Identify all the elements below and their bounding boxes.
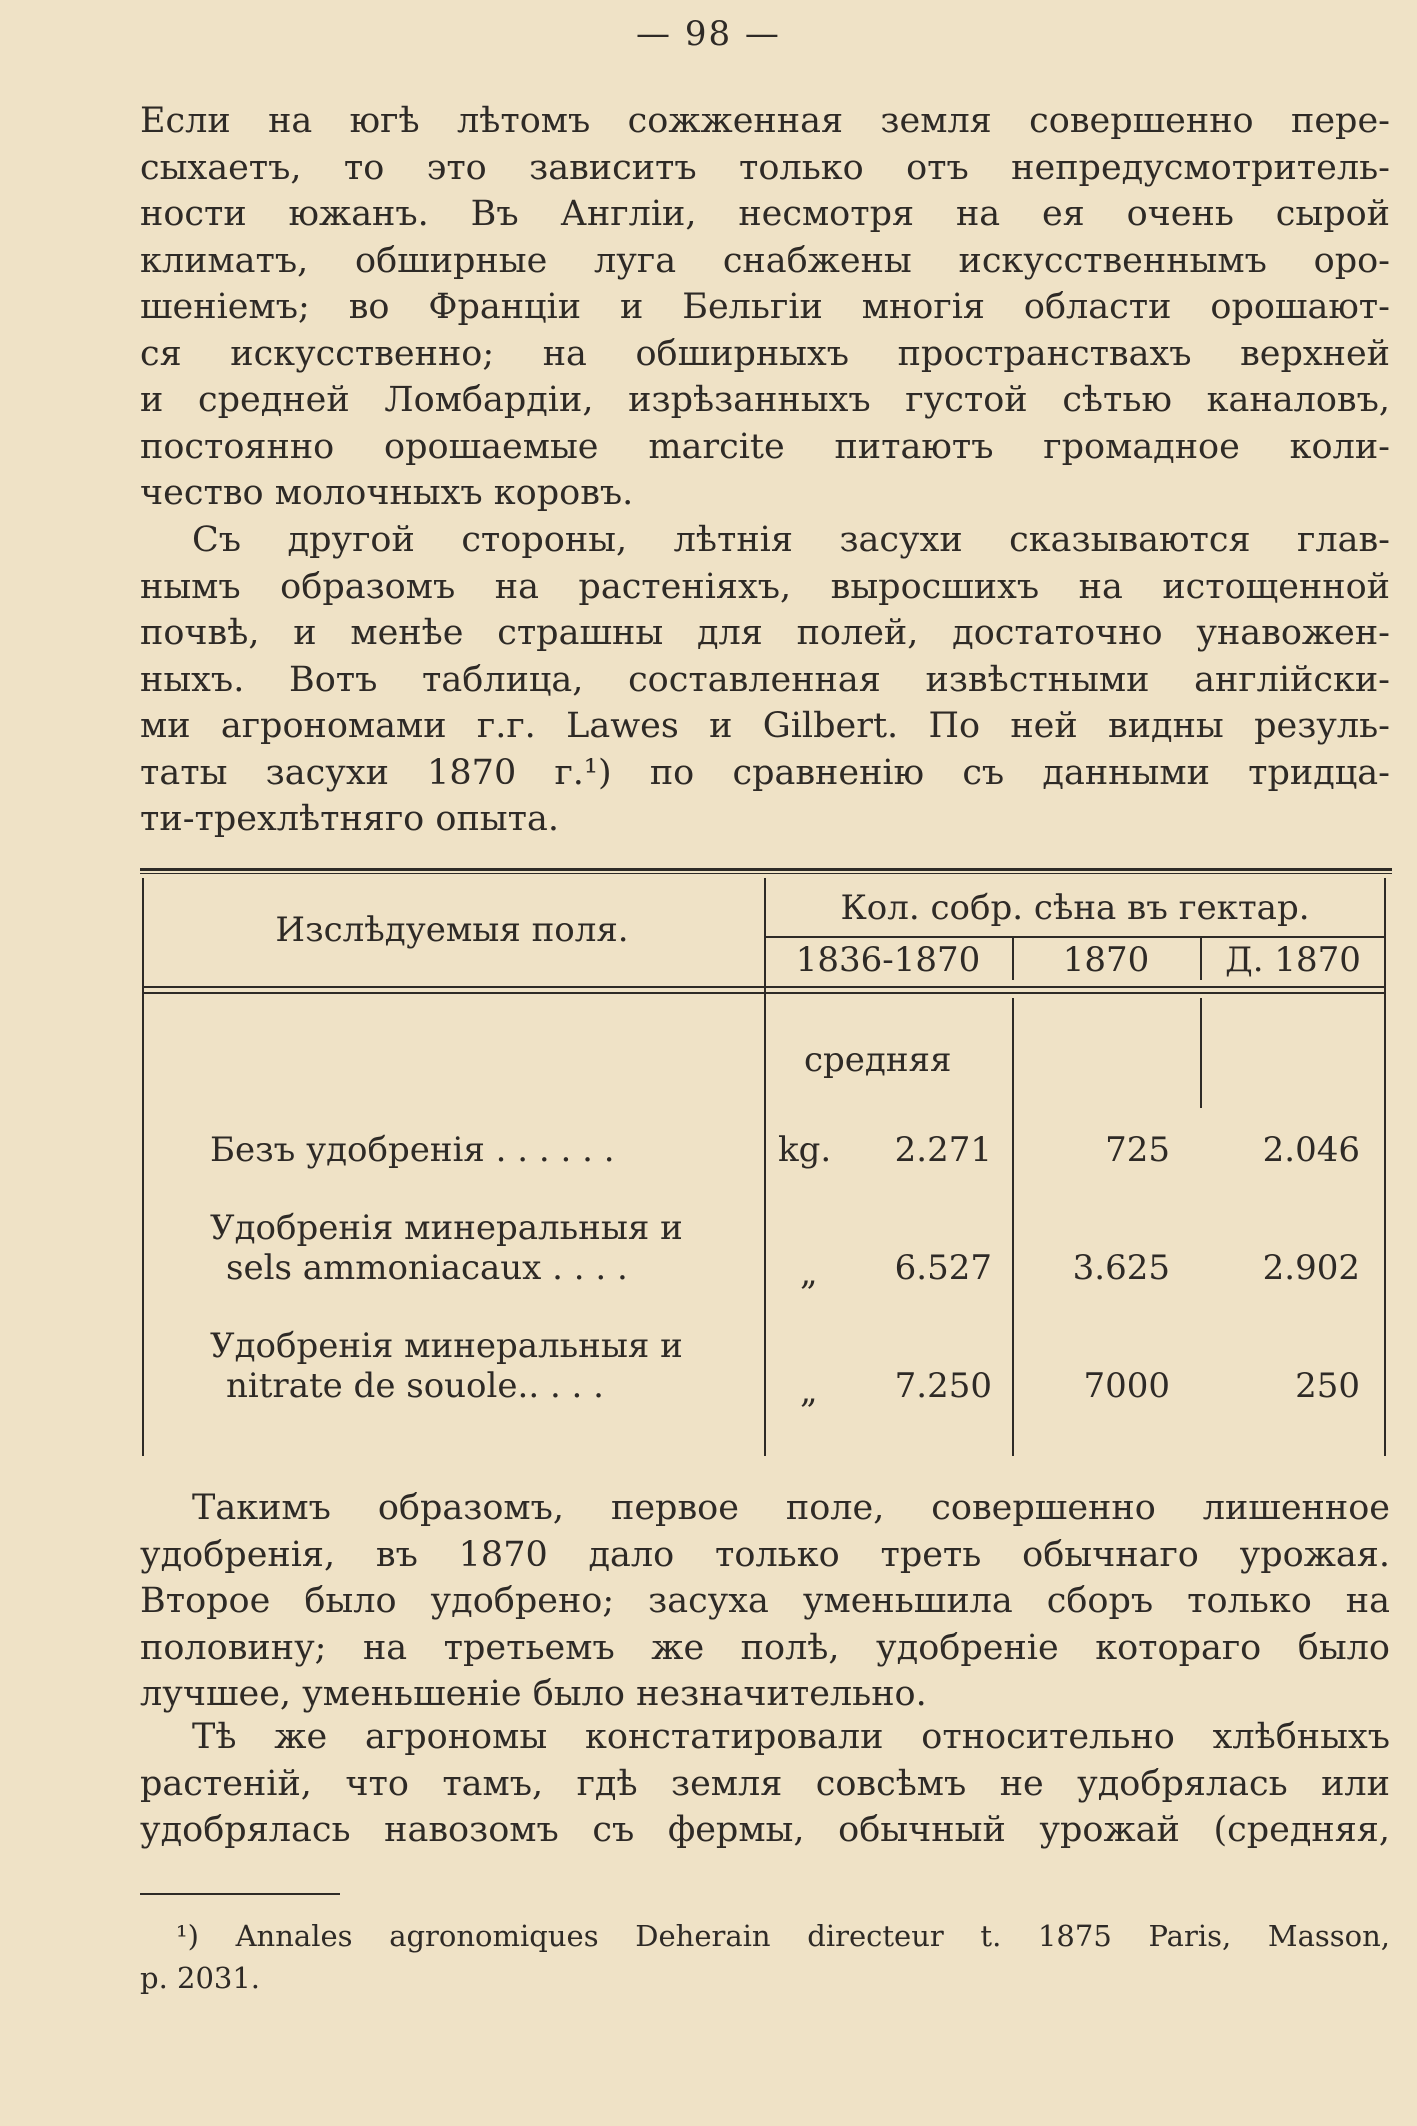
row-label: Удобренія минеральныя и: [210, 1208, 683, 1248]
page-number: — 98 —: [636, 14, 781, 54]
value-diff: 250: [1295, 1366, 1360, 1406]
text-line: ности южанъ. Въ Англіи, несмотря на ея очень сырой: [140, 194, 1390, 234]
subheader-average: средняя: [804, 1040, 952, 1080]
column-header: Д. 1870: [1225, 940, 1361, 980]
table-top-rule: [140, 868, 1392, 874]
paragraph-2: [140, 517, 1390, 843]
row-label: Удобренія минеральныя и: [210, 1326, 683, 1366]
text-line: и средней Ломбардіи, изрѣзанныхъ густой сѣтью каналовъ,: [140, 380, 1390, 420]
value-avg: 2.271: [894, 1130, 992, 1170]
text-line: Тѣ же агрономы констатировали относительно хлѣбныхъ: [192, 1717, 1390, 1757]
text-line: удобренія, въ 1870 дало только треть обычнаго урожая.: [140, 1534, 1390, 1575]
text-line: ныхъ. Вотъ таблица, составленная извѣстными англійски-: [140, 659, 1390, 700]
text-line: ся искусственно; на обширныхъ пространствахъ верхней: [140, 333, 1390, 374]
paragraph-1: [140, 98, 1390, 517]
row-label: Безъ удобренія . . . . . .: [210, 1130, 615, 1170]
value-diff: 2.046: [1262, 1130, 1360, 1170]
text-line: сыхаетъ, то это зависитъ только отъ непредусмотритель-: [140, 147, 1390, 188]
text-line: чество молочныхъ коровъ.: [140, 473, 634, 513]
value-avg: 6.527: [894, 1248, 992, 1288]
value-1870: 7000: [1083, 1366, 1170, 1406]
footnote-rule: [140, 1893, 340, 1895]
text-line: половину; на третьемъ же полѣ, удобреніе котораго было: [140, 1627, 1390, 1668]
text-line: постоянно орошаемые marcite питаютъ громадное коли-: [140, 426, 1390, 467]
text-line: почвѣ, и менѣе страшны для полей, достаточно унавожен-: [140, 613, 1390, 653]
text-line: лучшее, уменьшеніе было незначительно.: [140, 1674, 927, 1714]
text-line: ти-трехлѣтняго опыта.: [140, 799, 559, 839]
text-line: ми агрономами г.г. Lawes и Gilbert. По ней видны резуль-: [140, 706, 1390, 746]
footnote: [140, 1915, 1390, 1999]
row-label: nitrate de souole.. . . .: [226, 1366, 604, 1406]
header-group: Кол. собр. сѣна въ гектар.: [840, 888, 1310, 928]
footnote-line: p. 2031.: [140, 1961, 261, 1995]
table-divider: [1200, 998, 1202, 1108]
text-line: Такимъ образомъ, первое поле, совершенно лишенное: [192, 1488, 1390, 1528]
text-line: шеніемъ; во Франціи и Бельгіи многія области орошают-: [140, 287, 1390, 327]
table-group-rule: [764, 936, 1386, 938]
text-line: Второе было удобрено; засуха уменьшила сборъ только на: [140, 1581, 1390, 1621]
text-line: таты засухи 1870 г.¹) по сравненію съ данными тридца-: [140, 752, 1390, 793]
table-left-border: [142, 878, 144, 1456]
unit: „: [800, 1371, 818, 1411]
text-line: удобрялась навозомъ съ фермы, обычный урожай (средняя,: [140, 1810, 1390, 1850]
value-avg: 7.250: [894, 1366, 992, 1406]
paragraph-4: [140, 1714, 1390, 1854]
text-line: Съ другой стороны, лѣтнія засухи сказываются глав-: [192, 520, 1390, 560]
footnote-line: ¹) Annales agronomiques Deherain directeur t. 1875 Paris, Masson,: [176, 1919, 1390, 1953]
value-1870: 3.625: [1072, 1248, 1170, 1288]
text-line: климатъ, обширные луга снабжены искусственнымъ оро-: [140, 240, 1390, 281]
drought-yield-table: [140, 868, 1392, 1453]
text-line: растеній, что тамъ, гдѣ земля совсѣмъ не удобрялась или: [140, 1763, 1390, 1804]
text-line: Если на югѣ лѣтомъ сожженная земля совершенно пере-: [140, 101, 1390, 141]
table-header-rule: [142, 986, 1386, 988]
unit: „: [800, 1253, 818, 1293]
row-label: sels ammoniacaux . . . .: [226, 1248, 628, 1288]
unit: kg.: [778, 1130, 832, 1170]
column-header: 1836-1870: [795, 940, 981, 980]
text-line: нымъ образомъ на растеніяхъ, выросшихъ на истощенной: [140, 566, 1390, 607]
table-header-rule: [142, 992, 1386, 994]
value-diff: 2.902: [1262, 1248, 1360, 1288]
header-fields: Изслѣдуемыя поля.: [275, 910, 629, 950]
paragraph-3: [140, 1485, 1390, 1718]
value-1870: 725: [1105, 1130, 1170, 1170]
column-header: 1870: [1062, 940, 1150, 980]
